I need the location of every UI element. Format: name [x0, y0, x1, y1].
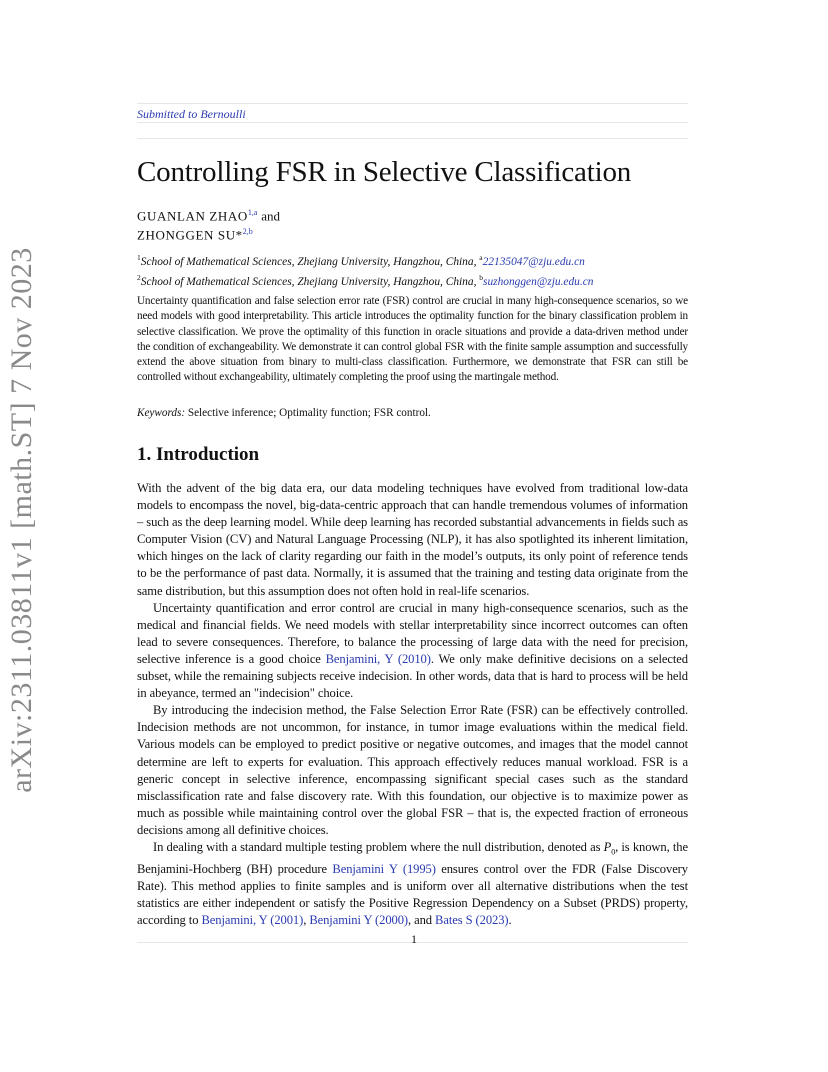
- keywords-label: Keywords:: [137, 407, 186, 419]
- paragraph-2: [137, 600, 688, 703]
- page-number: 1: [411, 932, 417, 946]
- author-2-superscript[interactable]: 2,b: [242, 227, 253, 237]
- abstract: Uncertainty quantification and false selection error rate (FSR) control are crucial in many high-consequence scenarios, so we need models with good interpretability. This article introduces the optimality function for the binary classification problem in selective classification. We prove the optimality of this function in oracle situations and provide a data-driven method under the condition of exchangeability. We demonstrate it can control global FSR with the finite sample assumption and successfully extend the above situation from binary to multi-class classification. Furthermore, we demonstrate that FSR can still be controlled without exchangeability, ultimately completing the proof using the martingale method.: [137, 295, 688, 384]
- author-line-2: [137, 224, 280, 243]
- paragraph-4-end: .: [508, 912, 512, 927]
- section-heading: [137, 444, 259, 466]
- paper-title: Controlling FSR in Selective Classification: [137, 156, 632, 188]
- affiliation-1-text: School of Mathematical Sciences, Zhejiang University, Hangzhou, China,: [140, 255, 480, 268]
- arxiv-identifier: arXiv:2311.03811v1 [math.ST] 7 Nov 2023: [5, 247, 38, 793]
- citation-link[interactable]: Benjamini, Y (2001): [201, 912, 304, 927]
- affiliations: [137, 250, 593, 290]
- citation-link[interactable]: Bates S (2023): [435, 912, 509, 927]
- math-symbol: P: [603, 839, 612, 854]
- paragraph-4-text-c: ensures control over the FDR (False Discovery Rate). This method applies to finite samples and is uniform over all alternative distributions when the test statistics are either independent or satisfy the Positive Regression Dependency on a Subset (PRDS) property, according to: [137, 861, 688, 927]
- math-subscript: 0: [611, 847, 616, 857]
- keywords-text: Selective inference; Optimality function; FSR control.: [187, 407, 431, 419]
- affiliation-2-text: School of Mathematical Sciences, Zhejiang University, Hangzhou, China,: [140, 275, 480, 288]
- paragraph-2-text-a: Uncertainty quantification and error control are crucial in many high-consequence scenarios, such as the medical and financial fields. We need models with stellar interpretability since incorrect outcomes can often lead to severe consequences. Therefore, to balance the processing of large data with the need for precision, selective inference is a good choice: [137, 600, 688, 666]
- journal-name[interactable]: Submitted to Bernoulli: [137, 107, 246, 121]
- citation-link[interactable]: Benjamini Y (2000): [309, 912, 409, 927]
- author-1-superscript[interactable]: 1,a: [247, 208, 258, 217]
- affiliation-2-mark: b: [479, 272, 484, 282]
- author-line-1: [137, 205, 280, 224]
- author-2-name: ZHONGGEN SU*: [137, 227, 243, 243]
- paragraph-4-text-a: In dealing with a standard multiple testing problem where the null distribution, denoted as: [153, 839, 604, 854]
- section-number: 1.: [137, 444, 152, 465]
- citation-link[interactable]: Benjamini, Y (2010): [325, 651, 431, 666]
- section-title: Introduction: [156, 444, 260, 465]
- header-rule-middle: [137, 122, 688, 123]
- header-rule-top: [137, 103, 688, 104]
- paragraph-4-separator: , and: [408, 912, 436, 927]
- section-body: [137, 480, 688, 929]
- email-link-2[interactable]: suzhonggen@zju.edu.cn: [483, 275, 594, 288]
- author-1-name: GUANLAN ZHAO: [137, 208, 248, 224]
- paragraph-4-text-b: , is known, the Benjamini-Hochberg (BH) procedure: [137, 839, 688, 876]
- affiliation-1: [137, 250, 593, 270]
- header-rule-bottom: [137, 138, 688, 139]
- keywords: [137, 407, 431, 419]
- email-link-1[interactable]: 22135047@zju.edu.cn: [482, 255, 585, 268]
- paragraph-1: With the advent of the big data era, our data modeling techniques have evolved from traditional low-data models to encompass the novel, big-data-centric approach that can handle tremendous volumes of information – such as the deep learning model. While deep learning has recorded substantial advancements in fields such as Computer Vision (CV) and Natural Language Processing (NLP), it has also spotlighted its inherent limitation, which hinges on the lack of clarity regarding our faith in the model’s outputs, its only point of reference tends to be the performance of past data. Normally, it is assumed that the training and testing data originate from the same distribution, but this assumption does not often hold in real-life scenarios.: [137, 481, 688, 598]
- affiliation-2: [137, 270, 593, 290]
- paragraph-3: By introducing the indecision method, the False Selection Error Rate (FSR) can be effectively controlled. Indecision methods are not uncommon, for instance, in tumor image evaluations within the medical field. Various models can be employed to predict positive or negative outcomes, and images that the model cannot determine are left to experts for evaluation. This approach effectively reduces manual workload. FSR is a generic concept in selective inference, encompassing significant special cases such as the standard misclassification rate and false discovery rate. With this foundation, our objective is to maximize power as much as possible while maintaining control over the global FSR – that is, the expected fraction of erroneous decisions among all definitive choices.: [137, 703, 688, 837]
- citation-link[interactable]: Benjamini Y (1995): [332, 861, 436, 876]
- paragraph-2-text-b: . We only make definitive decisions on a selected subset, while the remaining subjects receive indecision. In other words, data that is hard to process will be held in abeyance, termed an "indecision" choice.: [137, 651, 688, 701]
- affiliation-2-number: 2: [137, 272, 141, 282]
- affiliation-1-number: 1: [137, 253, 141, 262]
- author-block: [137, 205, 280, 244]
- paragraph-4: [137, 839, 688, 929]
- author-conjunction: and: [261, 208, 281, 224]
- paragraph-4-separator: ,: [303, 912, 310, 927]
- affiliation-1-mark: a: [479, 253, 483, 262]
